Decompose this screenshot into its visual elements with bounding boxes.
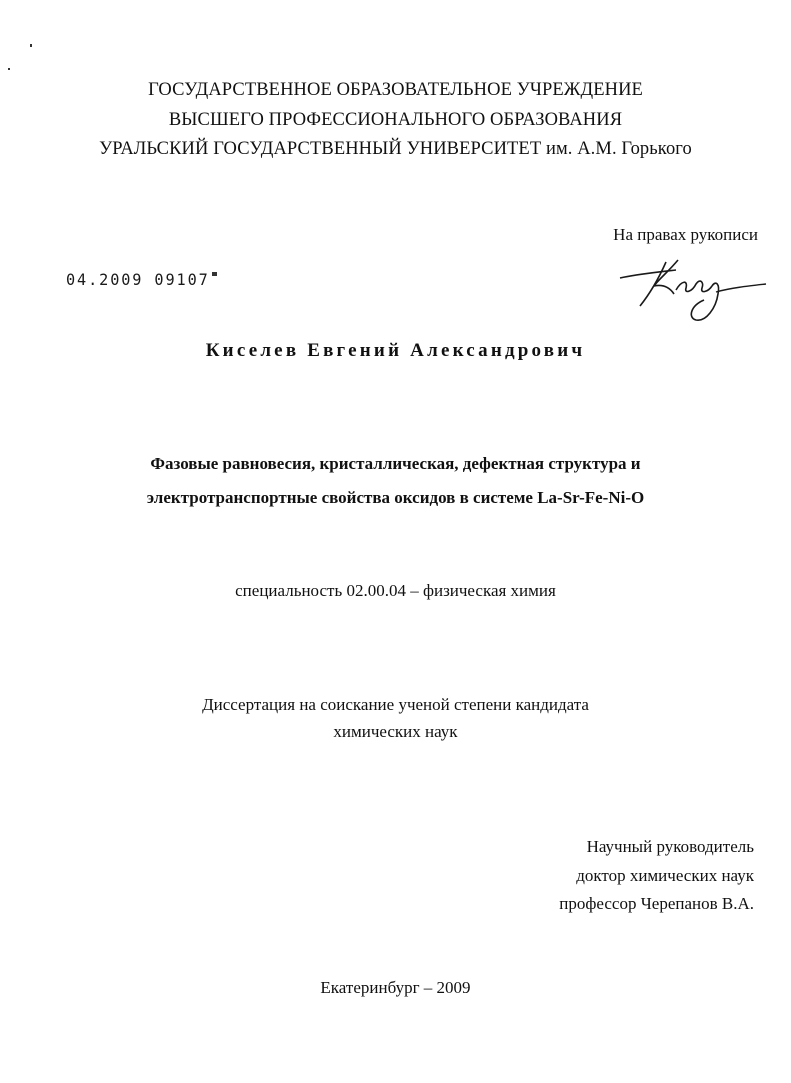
supervisor-name: профессор Черепанов В.А.: [559, 894, 754, 913]
degree-line-2: химических наук: [333, 722, 458, 741]
specialty: специальность 02.00.04 – физическая химия: [235, 581, 556, 600]
archive-stamp-code: 04.2009 09107: [66, 270, 210, 289]
institution-line-3: УРАЛЬСКИЙ ГОСУДАРСТВЕННЫЙ УНИВЕРСИТЕТ им. А.М. Горького: [99, 139, 692, 159]
scan-speck: [8, 68, 10, 70]
scan-speck: [30, 44, 32, 47]
dissertation-title-line-1: Фазовые равновесия, кристаллическая, дефектная структура и: [150, 454, 641, 473]
institution-line-1: ГОСУДАРСТВЕННОЕ ОБРАЗОВАТЕЛЬНОЕ УЧРЕЖДЕНИЕ: [148, 80, 643, 100]
supervisor-role: Научный руководитель: [586, 837, 754, 856]
dissertation-title-line-2: электротранспортные свойства оксидов в системе La-Sr-Fe-Ni-O: [146, 488, 645, 507]
author-name: Киселев Евгений Александрович: [205, 340, 586, 361]
supervisor-degree: доктор химических наук: [576, 866, 754, 885]
manuscript-note: На правах рукописи: [613, 225, 758, 244]
degree-line-1: Диссертация на соискание ученой степени кандидата: [202, 695, 589, 714]
stamp-mark: [212, 272, 217, 276]
city-year: Екатеринбург – 2009: [320, 978, 471, 997]
institution-line-2: ВЫСШЕГО ПРОФЕССИОНАЛЬНОГО ОБРАЗОВАНИЯ: [168, 110, 623, 130]
signature-image: [618, 250, 768, 330]
